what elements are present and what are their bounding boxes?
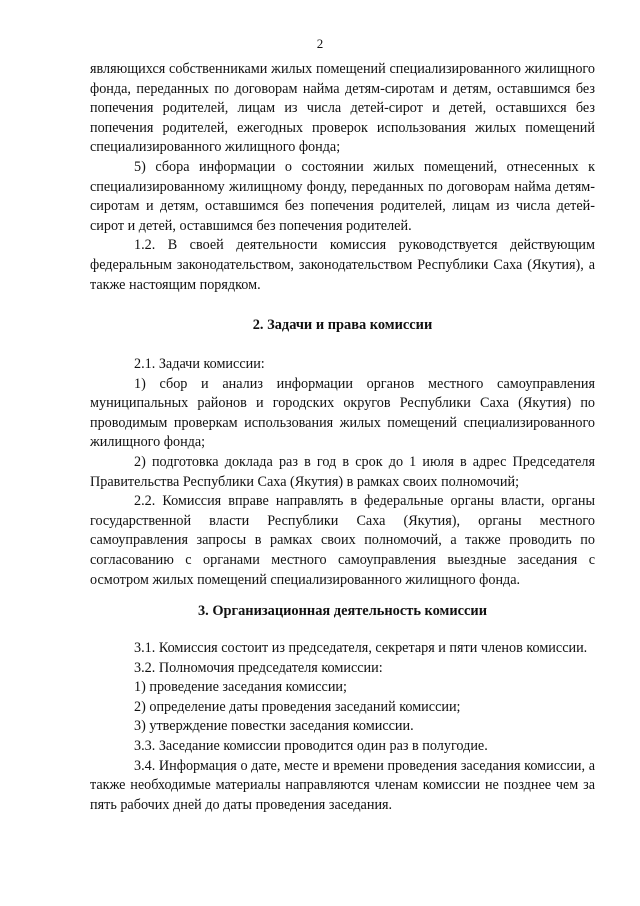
section2-block	[90, 355, 595, 590]
paragraph: являющихся собственниками жилых помещений специализированного жилищного фонда, переданных по договорам найма детям-сиротам и детям, оставшимся без попечения родителей, лицам из числа детей-сирот и детей, оставшихся без попечения родителей, ежегодных проверок использования жилых помещений специализированного жилищного фонда;	[90, 61, 595, 156]
intro-block	[90, 60, 595, 295]
paragraph: 1.2. В своей деятельности комиссия руководствуется действующим федеральным законодательством, законодательством Республики Саха (Якутия), а также настоящим порядком.	[90, 237, 595, 293]
paragraph: 2) определение даты проведения заседаний комиссии;	[134, 698, 461, 715]
paragraph: 3.3. Заседание комиссии проводится один раз в полугодие.	[134, 737, 488, 754]
section-heading: 3. Организационная деятельность комиссии	[197, 603, 488, 619]
paragraph: 3.2. Полномочия председателя комиссии:	[134, 659, 383, 676]
paragraph: 5) сбора информации о состоянии жилых помещений, отнесенных к специализированному жилищному фонду, переданных по договорам найма детям-сиротам и детям, оставшимся без попечения родителей, лицам из числа детей-сирот и детей, оставшимся без попечения родителей.	[90, 158, 595, 234]
section-heading: 2. Задачи и права комиссии	[252, 317, 433, 333]
paragraph: 3.1. Комиссия состоит из председателя, секретаря и пяти членов комиссии.	[134, 640, 588, 656]
paragraph: 3) утверждение повестки заседания комиссии.	[134, 718, 414, 735]
paragraph: 2) подготовка доклада раз в год в срок до 1 июля в адрес Председателя Правительства Республики Саха (Якутия) в рамках своих полномочий;	[90, 453, 595, 490]
page-number: 2	[316, 36, 324, 51]
section3-block	[90, 639, 595, 815]
paragraph: 2.1. Задачи комиссии:	[134, 356, 265, 372]
paragraph: 2.2. Комиссия вправе направлять в федеральные органы власти, органы государственной власти Республики Саха (Якутия), органы местного самоуправления запросы в рамках своих полномочий, а также проводить по согласованию с органами местного самоуправления выездные заседания с осмотром жилых помещений специализированного жилищного фонда.	[90, 493, 595, 588]
paragraph: 1) проведение заседания комиссии;	[134, 679, 347, 696]
paragraph: 1) сбор и анализ информации органов местного самоуправления муниципальных районов и городских округов Республики Саха (Якутия) по проводимым проверкам использования жилых помещений специализированного жилищного фонда;	[90, 375, 595, 451]
paragraph: 3.4. Информация о дате, месте и времени проведения заседания комиссии, а также необходимые материалы направляются членам комиссии не позднее чем за пять рабочих дней до даты проведения заседания.	[90, 757, 595, 813]
